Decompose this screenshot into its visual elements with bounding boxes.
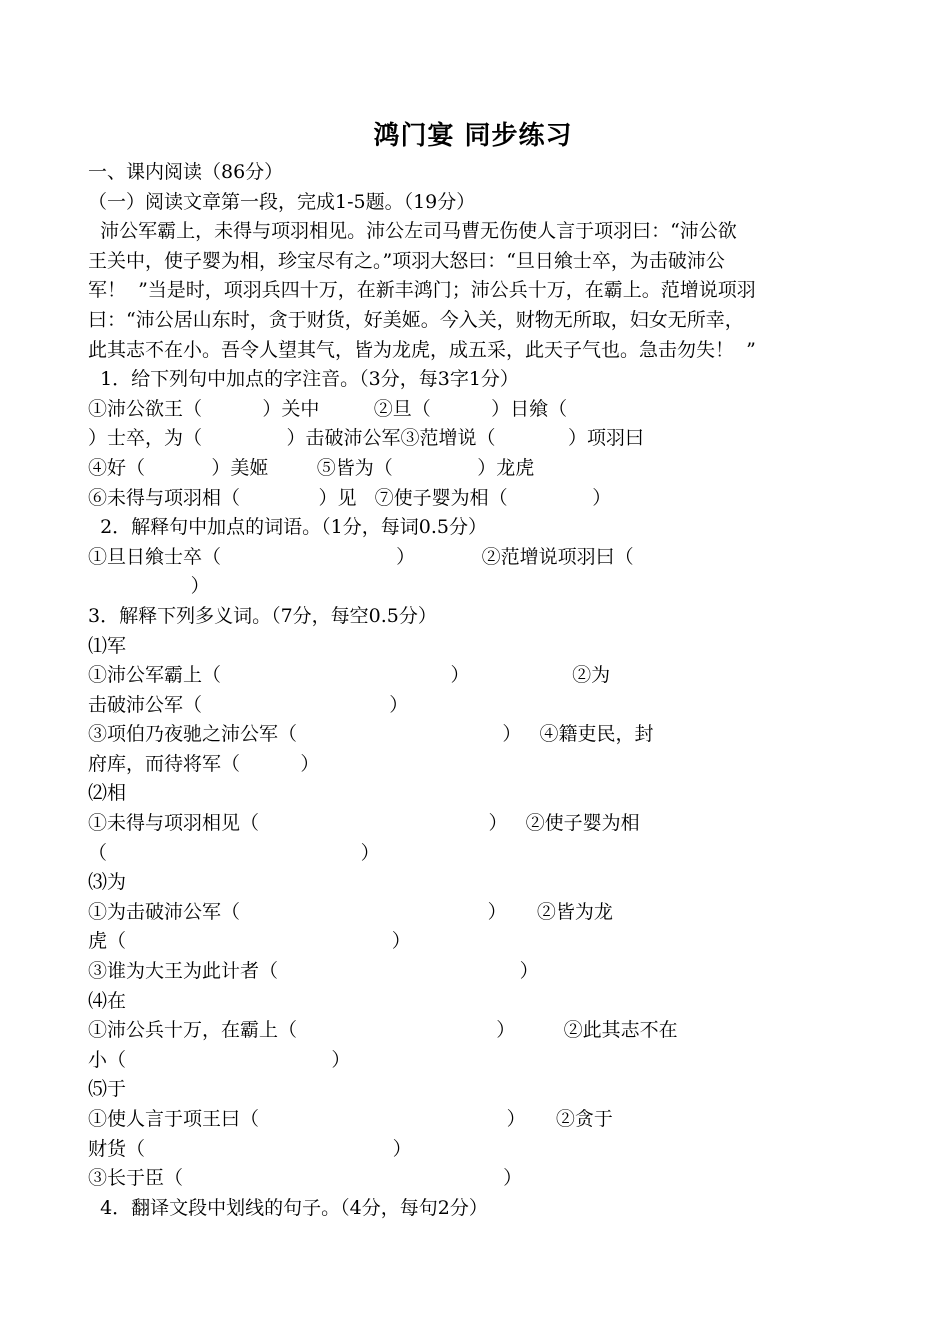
question-line: ⑷在: [88, 989, 127, 1012]
question-line: ⑵相: [88, 782, 127, 805]
reading-passage: [88, 217, 858, 365]
question-line: ⑸于: [88, 1078, 127, 1101]
question-1: [88, 365, 858, 513]
passage-line: 沛公军霸上，未得与项羽相见。沛公左司马曹无伤使人言于项羽曰：“沛公欲: [88, 220, 737, 243]
question-line: ①使人言于项王曰（ ） ②贪于: [88, 1108, 613, 1130]
question-line: ①沛公兵十万，在霸上（ ） ②此其志不在: [88, 1019, 678, 1042]
question-line: ①未得与项羽相见（ ） ②使子婴为相: [88, 812, 640, 835]
page-title: 鸿门宴 同步练习: [373, 121, 573, 151]
question-line: ③项伯乃夜驰之沛公军（ ） ④籍吏民，封: [88, 723, 654, 746]
question-title: 4．翻译文段中划线的句子。（4分，每句2分）: [88, 1196, 488, 1219]
question-line: ⑶为: [88, 871, 127, 894]
question-line: 小（ ）: [88, 1048, 351, 1071]
document-page: [88, 116, 858, 1223]
question-line: ⑥未得与项羽相（ ）见 ⑦使子婴为相（ ）: [88, 486, 612, 509]
question-2: [88, 513, 858, 602]
question-line: ③谁为大王为此计者（ ）: [88, 960, 539, 983]
question-line: ）: [88, 575, 210, 598]
question-line: ）士卒，为（ ）击破沛公军③范增说（ ）项羽曰: [88, 427, 645, 450]
passage-line: 军！ ”当是时，项羽兵四十万，在新丰鸿门；沛公兵十万，在霸上。范增说项羽: [88, 279, 756, 302]
question-line: ①为击破沛公军（ ） ②皆为龙: [88, 900, 613, 923]
question-3: [88, 602, 858, 1194]
question-title: 3．解释下列多义词。（7分，每空0.5分）: [88, 604, 437, 627]
question-title: 1．给下列句中加点的字注音。（3分，每3字1分）: [88, 368, 519, 391]
question-line: ④好（ ）美姬 ⑤皆为（ ）龙虎: [88, 456, 535, 479]
question-title: 2．解释句中加点的词语。（1分，每词0.5分）: [88, 516, 487, 539]
question-line: 击破沛公军（ ）: [88, 693, 409, 716]
question-line: （ ）: [88, 841, 380, 864]
passage-line: 此其志不在小。吾令人望其气，皆为龙虎，成五采，此天子气也。急击勿失！ ”: [88, 338, 756, 361]
question-line: 财货（ ）: [88, 1137, 412, 1160]
question-line: ①旦日飨士卒（ ） ②范增说项羽曰（: [88, 545, 634, 568]
question-line: ⑴军: [88, 634, 127, 657]
passage-line: 王关中，使子婴为相，珍宝尽有之。”项羽大怒曰：“旦日飨士卒，为击破沛公: [88, 249, 725, 272]
question-line: ①沛公欲王（ ）关中 ②旦（ ）日飨（: [88, 397, 568, 420]
question-line: 府库，而待将军（ ）: [88, 752, 320, 775]
question-line: ③长于臣（ ）: [88, 1167, 523, 1190]
question-line: 虎（ ）: [88, 930, 411, 953]
question-line: ①沛公军霸上（ ） ②为: [88, 664, 611, 687]
section-heading: 一、课内阅读（86分）: [88, 161, 284, 183]
part-heading: （一）阅读文章第一段，完成1-5题。（19分）: [88, 190, 476, 213]
passage-line: 曰：“沛公居山东时，贪于财货，好美姬。今入关，财物无所取，妇女无所幸，: [88, 308, 744, 331]
question-4: [88, 1194, 858, 1224]
